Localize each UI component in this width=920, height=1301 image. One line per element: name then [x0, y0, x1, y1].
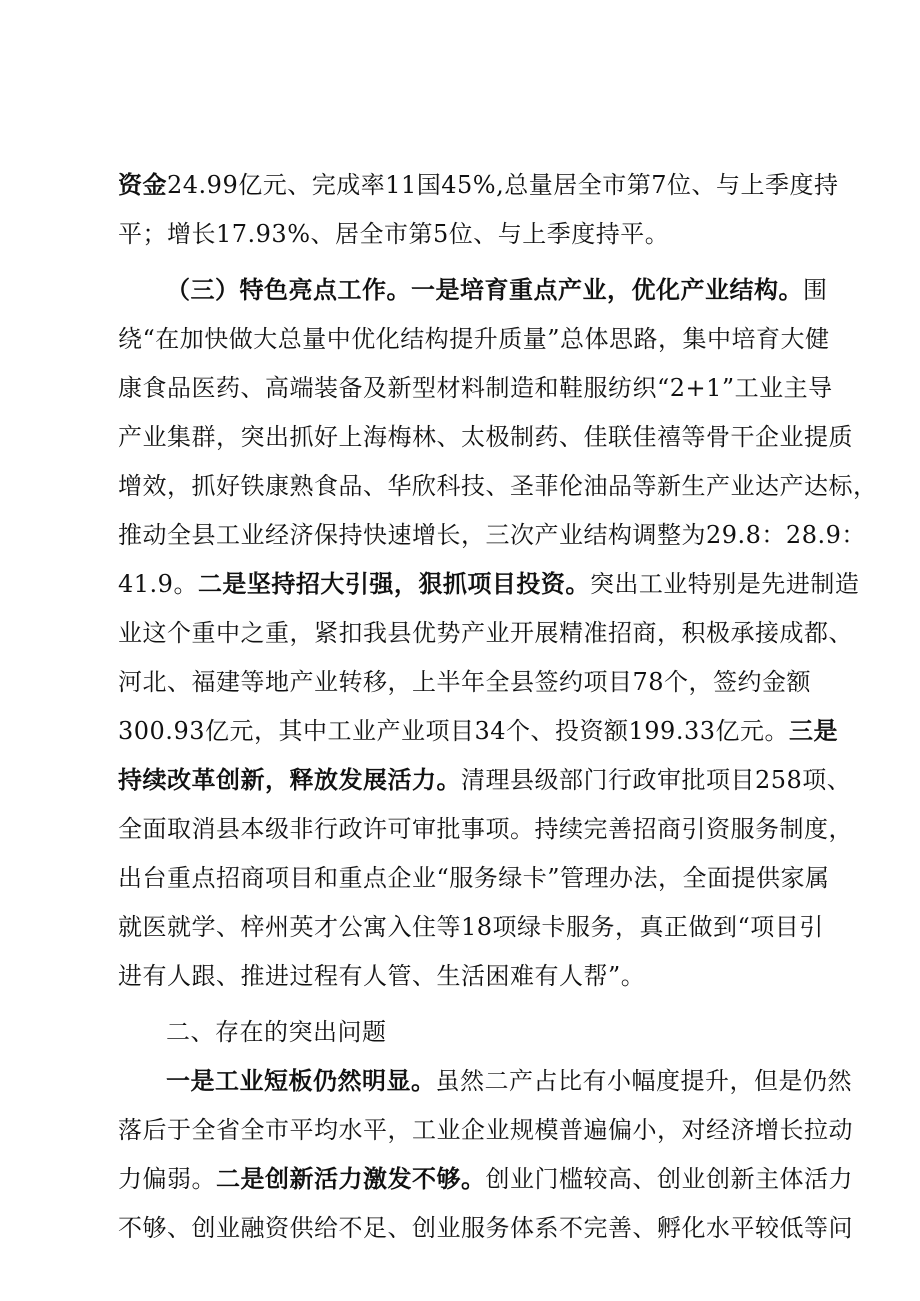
text-segment: 突出工业特别是先进制造 — [589, 570, 860, 598]
text-segment: 业这个重中之重，紧扣我县优势产业开展精准招商，积极承接成都、 — [118, 619, 853, 647]
text-line — [118, 863, 830, 893]
bold-text-segment: 资金 — [118, 170, 167, 199]
bold-text-segment: （三）特色亮点工作。一是培育重点产业，优化产业结构。 — [166, 275, 803, 304]
text-segment: 41.9。 — [118, 570, 198, 598]
text-line — [118, 814, 853, 844]
text-line — [118, 618, 853, 648]
text-line — [118, 1213, 853, 1243]
text-segment: 全面取消县本级非行政许可审批事项。持续完善招商引资服务制度， — [118, 815, 853, 843]
text-segment: 进有人跟、推进过程有人管、生活困难有人帮”。 — [118, 962, 646, 990]
bold-text-segment: 二是创新活力激发不够。 — [216, 1164, 486, 1193]
text-line — [166, 275, 828, 305]
bold-text-segment: 持续改革创新，释放发展活力。 — [118, 765, 461, 794]
bold-text-segment: 三是 — [789, 716, 838, 745]
text-segment: 围 — [803, 276, 828, 304]
text-segment: 产业集群，突出抓好上海梅林、太极制药、佳联佳禧等骨干企业提质 — [118, 423, 853, 451]
text-segment: 虽然二产占比有小幅度提升，但是仍然 — [435, 1067, 852, 1095]
text-segment: 24.99亿元、完成率11国45%,总量居全市第7位、与上季度持 — [167, 171, 839, 199]
text-segment: 河北、福建等地产业转移，上半年全县签约项目78个，签约金额 — [118, 668, 812, 696]
text-line — [118, 324, 830, 354]
text-line — [118, 219, 669, 249]
text-segment: 推动全县工业经济保持快速增长，三次产业结构调整为29.8：28.9： — [118, 521, 866, 549]
bold-text-segment: 一是工业短板仍然明显。 — [166, 1066, 436, 1095]
text-segment: 落后于全省全市平均水平，工业企业规模普遍偏小，对经济增长拉动 — [118, 1116, 853, 1144]
text-line — [118, 569, 859, 599]
text-line — [118, 716, 838, 746]
text-segment: 创业门槛较高、创业创新主体活力 — [485, 1165, 853, 1193]
bold-text-segment: 二是坚持招大引强，狠抓项目投资。 — [197, 569, 590, 598]
text-line — [118, 471, 878, 501]
text-segment: 力偏弱。 — [118, 1165, 216, 1193]
text-line — [166, 1017, 387, 1047]
text-segment: 绕“在加快做大总量中优化结构提升质量”总体思路，集中培育大健 — [118, 325, 830, 353]
text-segment: 就医就学、梓州英才公寓入住等18项绿卡服务，真正做到“项目引 — [118, 913, 824, 941]
text-line — [118, 961, 645, 991]
text-line — [118, 667, 811, 697]
text-line — [166, 1066, 852, 1096]
text-segment: 不够、创业融资供给不足、创业服务体系不完善、孵化水平较低等问 — [118, 1214, 853, 1242]
text-segment: 增效，抓好铁康熟食品、华欣科技、圣菲伦油品等新生产业达产达标， — [118, 472, 878, 500]
text-segment: 出台重点招商项目和重点企业“服务绿卡”管理办法，全面提供家属 — [118, 864, 830, 892]
text-line — [118, 912, 824, 942]
text-segment: 平；增长17.93%、居全市第5位、与上季度持平。 — [118, 220, 670, 248]
text-line — [118, 765, 851, 795]
text-line — [118, 170, 839, 200]
text-segment: 清理县级部门行政审批项目258项、 — [461, 766, 852, 794]
text-line — [118, 373, 833, 403]
text-line — [118, 520, 866, 550]
text-line — [118, 422, 853, 452]
text-segment: 二、存在的突出问题 — [166, 1018, 387, 1046]
text-line — [118, 1164, 853, 1194]
text-segment: 300.93亿元，其中工业产业项目34个、投资额199.33亿元。 — [118, 717, 789, 745]
text-segment: 康食品医药、高端装备及新型材料制造和鞋服纺织“2+1”工业主导 — [118, 374, 833, 402]
text-line — [118, 1115, 853, 1145]
